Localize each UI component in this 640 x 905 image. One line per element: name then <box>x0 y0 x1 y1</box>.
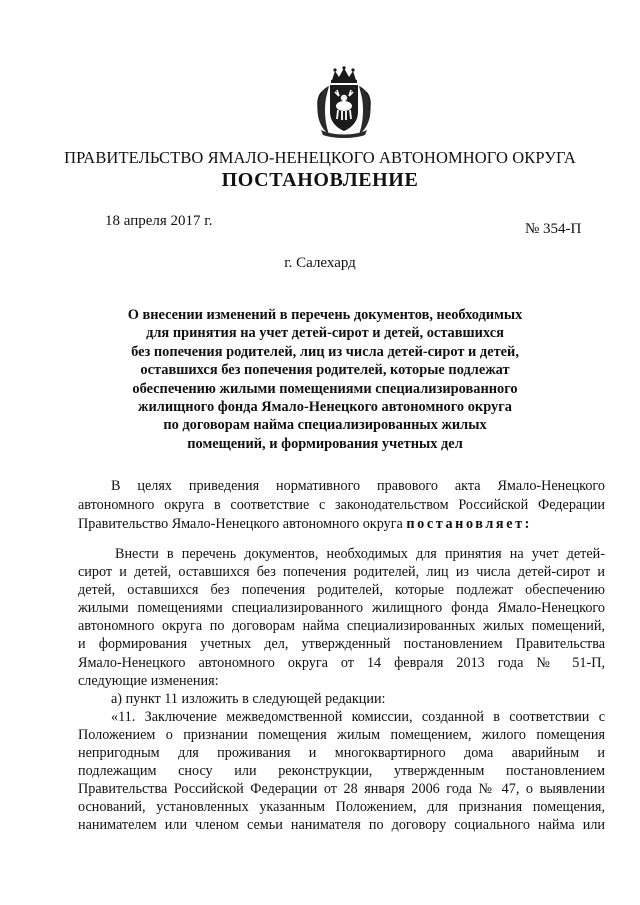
body-line: непригодным для проживания и многоквартирного дома аварийным и <box>78 745 605 762</box>
decree-body <box>78 545 605 835</box>
body-line: Положением о признании помещения жилым помещением, жилого помещения <box>78 726 605 743</box>
subject-line: для принятия на учет детей-сирот и детей, оставшихся <box>146 325 504 342</box>
preamble-line: В целях приведения нормативного правового акта Ямало-Ненецкого <box>111 478 605 494</box>
coat-of-arms-emblem-icon <box>313 66 375 138</box>
body-line: Внести в перечень документов, необходимых для принятия на учет детей- <box>115 546 605 562</box>
subject-line: жилищного фонда Ямало-Ненецкого автономного округа <box>138 399 512 416</box>
subject-line: помещений, и формирования учетных дел <box>187 435 463 452</box>
body-line: сирот и детей, оставшихся без попечения родителей, лиц из числа детей-сирот и <box>78 564 605 581</box>
decree-word: постановляет: <box>406 515 532 532</box>
document-city: г. Салехард <box>284 255 356 271</box>
government-name: ПРАВИТЕЛЬСТВО ЯМАЛО-НЕНЕЦКОГО АВТОНОМНОГО ОКРУГА <box>64 148 576 167</box>
subject-line: без попечения родителей, лиц из числа детей-сирот и детей, <box>131 343 519 360</box>
preamble-line: автономного округа в соответствие с законодательством Российской Федерации <box>78 496 605 513</box>
preamble-paragraph <box>78 477 605 534</box>
subject-line: по договорам найма специализированных жилых <box>163 417 487 434</box>
subject-line: оставшихся без попечения родителей, которые подлежат <box>140 362 510 379</box>
body-line: и формирования учетных дел, утвержденный постановлением Правительства <box>78 636 605 653</box>
body-line: «11. Заключение межведомственной комиссии, созданной в соответствии с <box>111 708 605 725</box>
document-type-title: ПОСТАНОВЛЕНИЕ <box>221 169 419 191</box>
body-line: подлежащим сносу или реконструкции, утвержденным постановлением <box>78 763 605 780</box>
body-line: жилыми помещениями специализированного жилищного фонда Ямало-Ненецкого <box>78 600 605 617</box>
body-line: а) пункт 11 изложить в следующей редакции: <box>111 690 386 707</box>
body-line: Ямало-Ненецкого автономного округа от 14 февраля 2013 года № 51-П, <box>78 654 605 671</box>
document-date: 18 апреля 2017 г. <box>105 213 213 229</box>
body-line: оснований, установленных указанным Положением, для признания помещения, <box>78 799 605 816</box>
subject-line: обеспечению жилыми помещениями специализированного <box>132 380 518 397</box>
preamble-line-last <box>78 515 605 534</box>
subject-line: О внесении изменений в перечень документов, необходимых <box>127 307 523 323</box>
decree-subject <box>110 306 540 453</box>
body-line: автономного округа по договорам найма специализированных жилых помещений, <box>78 618 605 635</box>
body-line: детей, оставшихся без попечения родителей, которые подлежат обеспечению <box>78 582 605 599</box>
body-line: следующие изменения: <box>78 672 219 689</box>
body-line: нанимателем или членом семьи нанимателя по договору социального найма или <box>78 817 605 834</box>
preamble-line-text: Правительство Ямало-Ненецкого автономного округа <box>78 515 403 532</box>
body-line: Правительства Российской Федерации от 28 января 2006 года № 47, о выявлении <box>78 781 605 798</box>
document-number: № 354-П <box>525 221 582 237</box>
